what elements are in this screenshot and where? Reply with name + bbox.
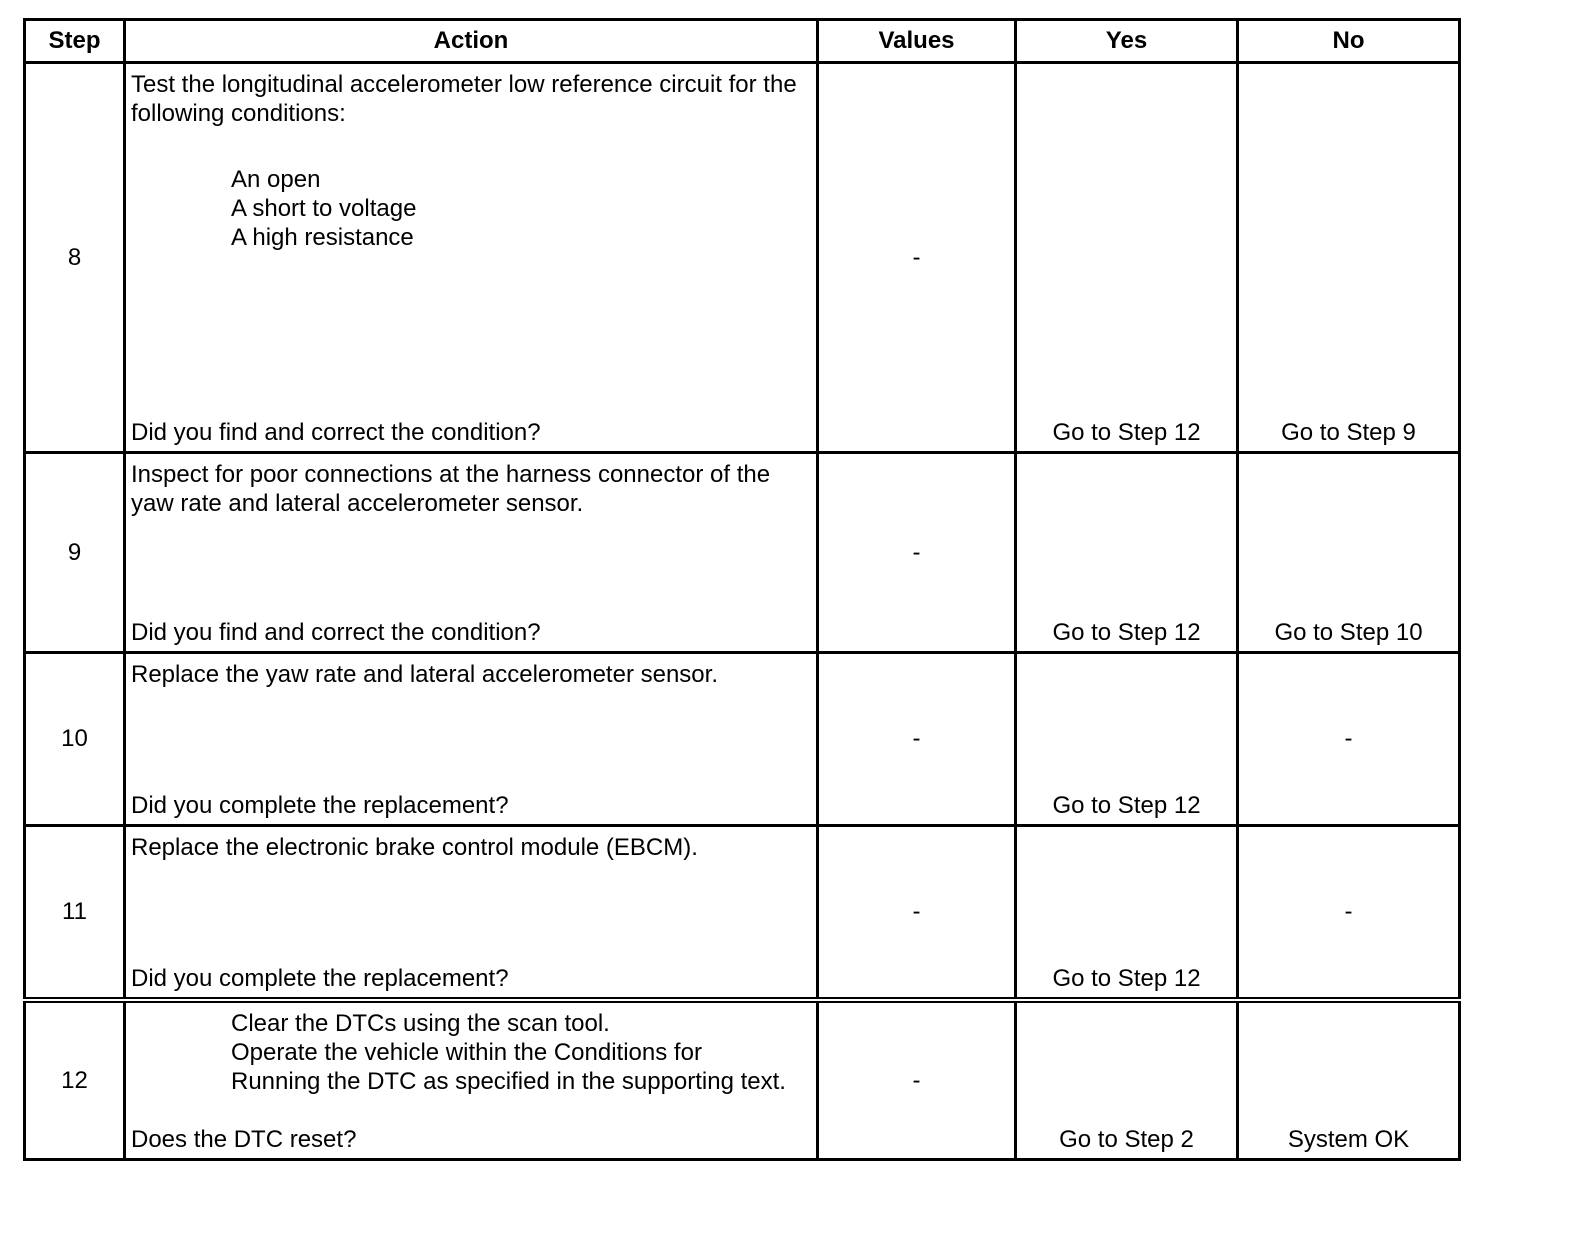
list-item: A short to voltage bbox=[231, 195, 417, 222]
action-text: Inspect for poor connections at the harness connector of the yaw rate and lateral accelerometer sensor. bbox=[131, 461, 771, 517]
no-result: Go to Step 9 bbox=[1281, 419, 1416, 446]
action-text: Replace the electronic brake control module (EBCM). bbox=[131, 834, 698, 861]
yes-result: Go to Step 12 bbox=[1052, 619, 1201, 646]
step-number: 10 bbox=[25, 653, 125, 826]
action-content bbox=[131, 70, 808, 252]
step-number: 12 bbox=[25, 1000, 125, 1160]
values-cell: - bbox=[818, 653, 1016, 826]
action-content bbox=[131, 1009, 808, 1096]
header-step: Step bbox=[25, 20, 125, 63]
no-cell: - bbox=[1238, 653, 1460, 826]
list-item: An open bbox=[231, 166, 321, 193]
action-cell bbox=[125, 653, 818, 826]
action-cell bbox=[125, 63, 818, 453]
action-cell bbox=[125, 453, 818, 653]
action-question: Did you find and correct the condition? bbox=[131, 619, 541, 646]
no-result: Go to Step 10 bbox=[1274, 619, 1423, 646]
step-number: 8 bbox=[25, 63, 125, 453]
no-cell bbox=[1238, 1000, 1460, 1160]
action-text: Test the longitudinal accelerometer low reference circuit for the following conditions: bbox=[131, 71, 797, 127]
action-cell bbox=[125, 826, 818, 1001]
yes-result: Go to Step 12 bbox=[1052, 792, 1201, 819]
diagnostic-table bbox=[23, 18, 1461, 1161]
header-yes: Yes bbox=[1016, 20, 1238, 63]
header-no: No bbox=[1238, 20, 1460, 63]
values-cell: - bbox=[818, 1000, 1016, 1160]
no-cell: - bbox=[1238, 826, 1460, 1001]
no-cell bbox=[1238, 453, 1460, 653]
no-result: System OK bbox=[1287, 1126, 1410, 1153]
step-number: 9 bbox=[25, 453, 125, 653]
action-cell bbox=[125, 1000, 818, 1160]
action-question: Did you complete the replacement? bbox=[131, 965, 509, 992]
yes-cell bbox=[1016, 1000, 1238, 1160]
action-text: Replace the yaw rate and lateral accelerometer sensor. bbox=[131, 661, 718, 688]
step-number: 11 bbox=[25, 826, 125, 1001]
table-row bbox=[25, 453, 1460, 653]
values-cell: - bbox=[818, 826, 1016, 1001]
action-question: Did you complete the replacement? bbox=[131, 792, 509, 819]
header-values: Values bbox=[818, 20, 1016, 63]
yes-result: Go to Step 12 bbox=[1052, 419, 1201, 446]
action-question: Did you find and correct the condition? bbox=[131, 419, 541, 446]
action-question: Does the DTC reset? bbox=[131, 1126, 357, 1153]
condition-list bbox=[231, 165, 808, 252]
yes-cell bbox=[1016, 653, 1238, 826]
table-row bbox=[25, 1000, 1460, 1160]
values-cell: - bbox=[818, 63, 1016, 453]
table-row bbox=[25, 826, 1460, 1001]
table-row bbox=[25, 653, 1460, 826]
no-cell bbox=[1238, 63, 1460, 453]
yes-cell bbox=[1016, 826, 1238, 1001]
values-cell: - bbox=[818, 453, 1016, 653]
list-item: A high resistance bbox=[231, 224, 414, 251]
header-action: Action bbox=[125, 20, 818, 63]
yes-cell bbox=[1016, 453, 1238, 653]
header-row bbox=[25, 20, 1460, 63]
yes-cell bbox=[1016, 63, 1238, 453]
list-item: Operate the vehicle within the Conditions for bbox=[231, 1039, 702, 1066]
yes-result: Go to Step 12 bbox=[1052, 965, 1201, 992]
table-row bbox=[25, 63, 1460, 453]
instruction-list bbox=[231, 1009, 808, 1096]
list-item: Running the DTC as specified in the supporting text. bbox=[231, 1068, 786, 1095]
yes-result: Go to Step 2 bbox=[1059, 1126, 1194, 1153]
list-item: Clear the DTCs using the scan tool. bbox=[231, 1010, 610, 1037]
